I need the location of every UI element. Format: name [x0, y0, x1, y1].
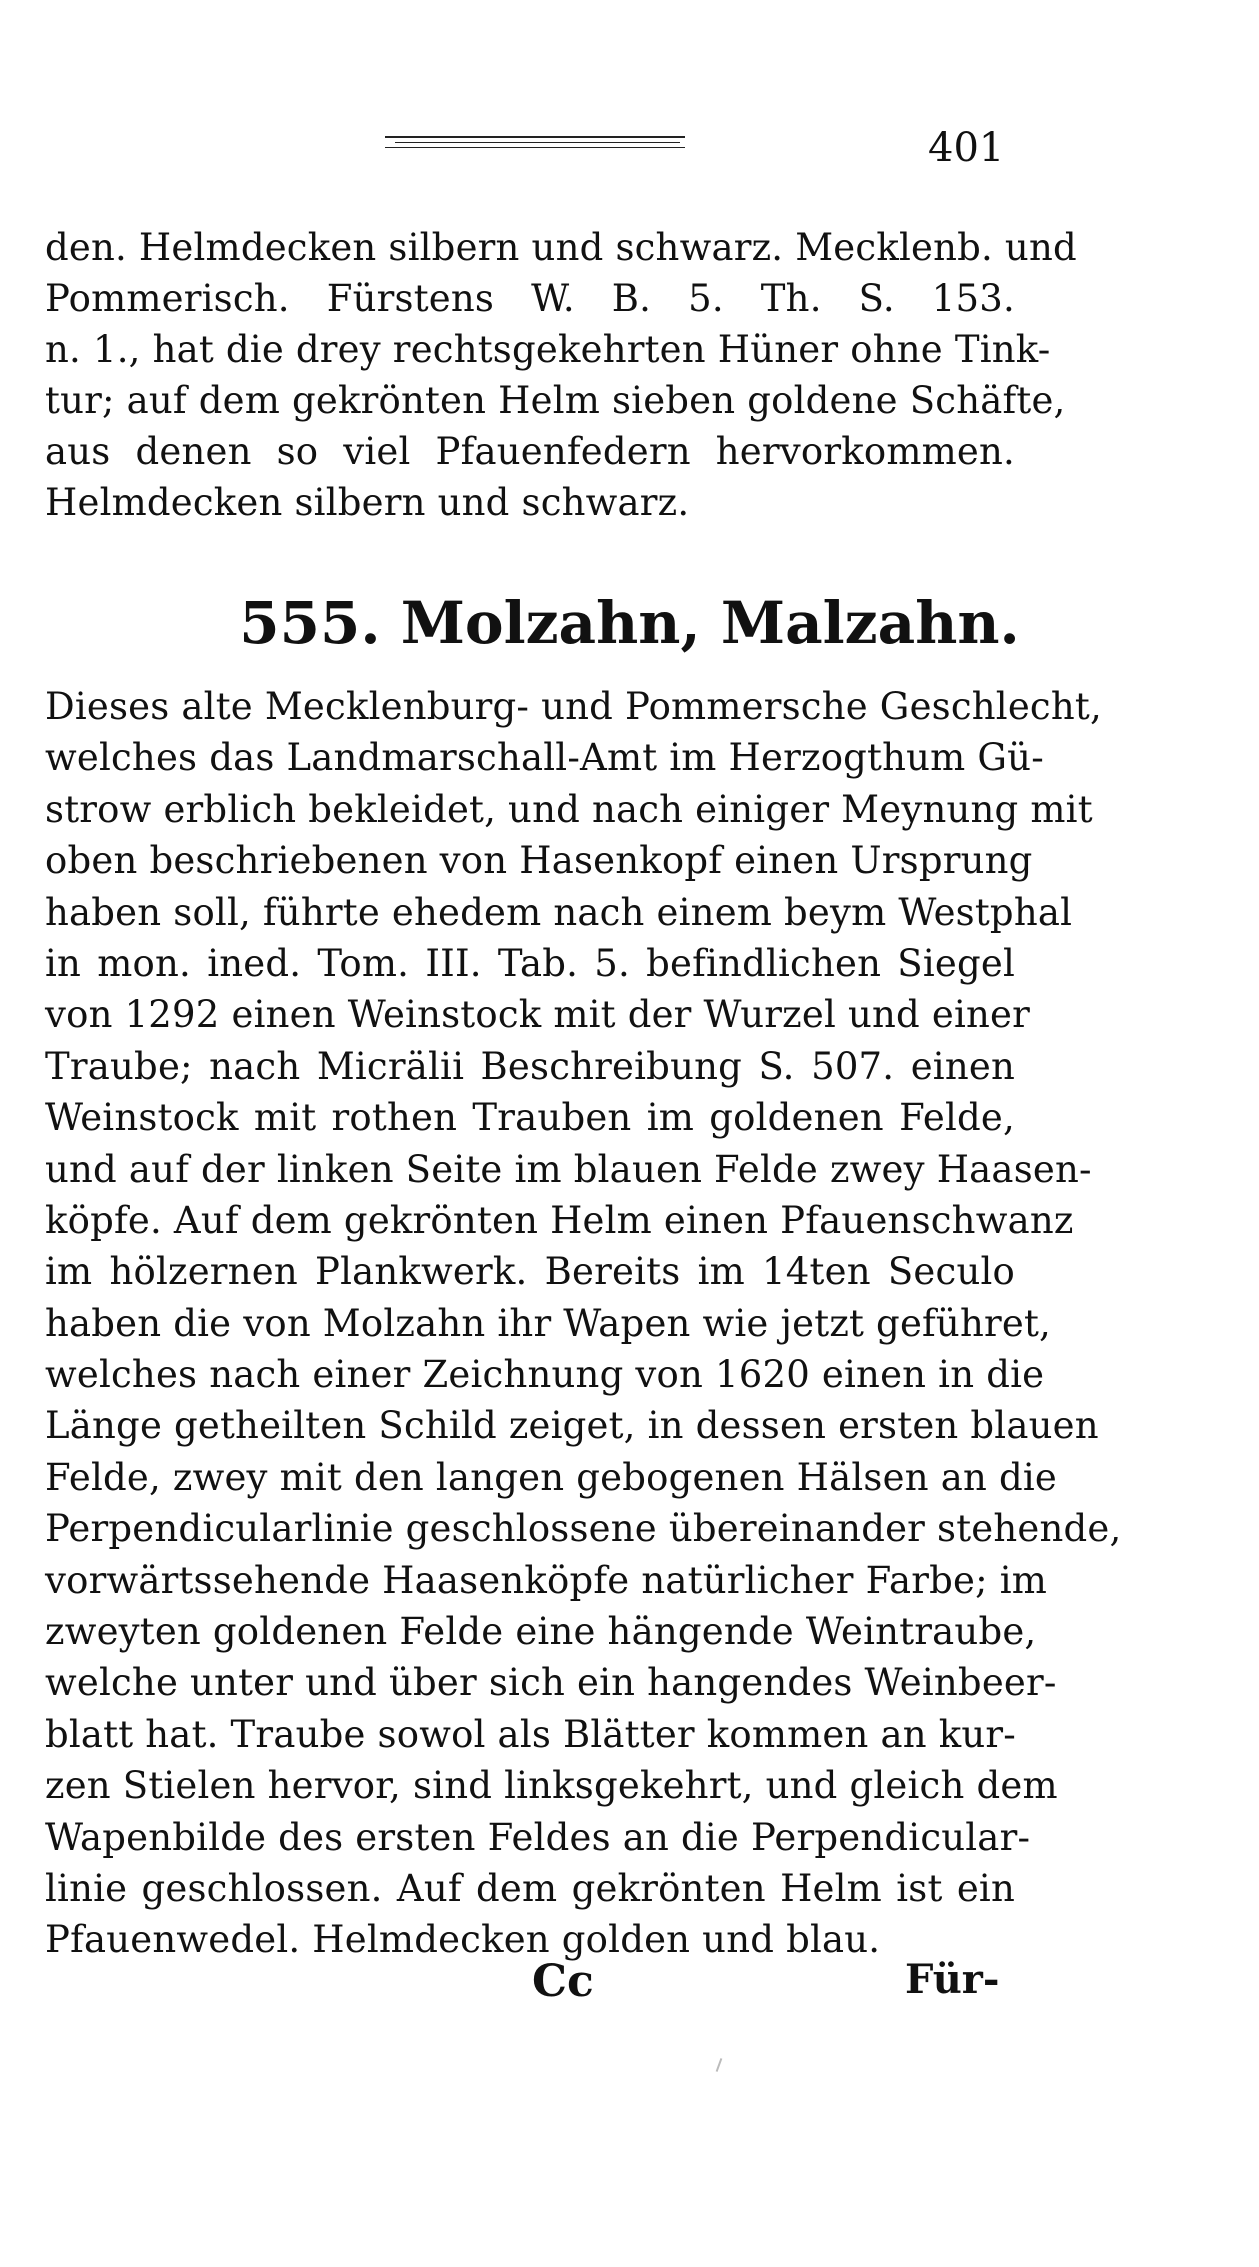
text-line: Pommerisch. Fürstens W. B. 5. Th. S. 153. — [45, 277, 1015, 320]
text-line: linie geschlossen. Auf dem gekrönten Helm ist ein — [45, 1866, 1015, 1910]
text-line: Felde, zwey mit den langen gebogenen Hälsen an die — [45, 1455, 1057, 1499]
text-line: zweyten goldenen Felde eine hängende Weintraube, — [45, 1610, 1037, 1654]
entry-heading: 555. Molzahn, Malzahn. — [239, 589, 1020, 657]
text-line: Helmdecken silbern und schwarz. — [45, 481, 690, 524]
text-line: welches nach einer Zeichnung von 1620 einen in die — [45, 1353, 1045, 1397]
text-line: tur; auf dem gekrönten Helm sieben goldene Schäfte, — [45, 379, 1066, 422]
text-line: Wapenbilde des ersten Feldes an die Perpendicular- — [45, 1815, 1031, 1859]
signature-mark: Cc — [532, 1956, 594, 2007]
text-line: n. 1., hat die drey rechtsgekehrten Hüner ohne Tink- — [45, 328, 1051, 371]
text-line: köpfe. Auf dem gekrönten Helm einen Pfauenschwanz — [45, 1198, 1074, 1242]
text-line: welches das Landmarschall-Amt im Herzogthum Gü- — [45, 736, 1044, 780]
text-line: Pfauenwedel. Helmdecken golden und blau. — [45, 1918, 881, 1962]
text-line: haben soll, führte ehedem nach einem beym Westphal — [45, 890, 1073, 934]
text-line: und auf der linken Seite im blauen Felde zwey Haasen- — [45, 1147, 1092, 1191]
text-line: Dieses alte Mecklenburg- und Pommersche Geschlecht, — [45, 685, 1102, 728]
catchword: Für- — [905, 1956, 1000, 2003]
paper-speck — [716, 2058, 723, 2072]
text-line: im hölzernen Plankwerk. Bereits im 14ten Seculo — [45, 1250, 1015, 1294]
text-line: den. Helmdecken silbern und schwarz. Mecklenb. und — [45, 226, 1077, 269]
text-line: vorwärtssehende Haasenköpfe natürlicher Farbe; im — [45, 1558, 1048, 1602]
text-line: oben beschriebenen von Hasenkopf einen Ursprung — [45, 839, 1033, 883]
entry-paragraph — [45, 681, 1122, 1966]
text-line: von 1292 einen Weinstock mit der Wurzel und einer — [45, 993, 1031, 1037]
text-line: Länge getheilten Schild zeiget, in dessen ersten blauen — [45, 1404, 1099, 1448]
text-line: haben die von Molzahn ihr Wapen wie jetzt geführet, — [45, 1301, 1052, 1345]
text-line: Weinstock mit rothen Trauben im goldenen Felde, — [45, 1096, 1015, 1140]
text-line: zen Stielen hervor, sind linksgekehrt, und gleich dem — [45, 1764, 1058, 1808]
text-line: Traube; nach Micrälii Beschreibung S. 507. einen — [45, 1044, 1015, 1088]
page-number: 401 — [928, 125, 1005, 171]
header-rule — [385, 136, 685, 150]
text-line: in mon. ined. Tom. III. Tab. 5. befindlichen Siegel — [45, 941, 1015, 985]
text-line: welche unter und über sich ein hangendes Weinbeer- — [45, 1661, 1057, 1705]
text-line: Perpendicularlinie geschlossene übereinander stehende, — [45, 1507, 1122, 1551]
text-line: blatt hat. Traube sowol als Blätter kommen an kur- — [45, 1712, 1017, 1756]
top-paragraph — [45, 222, 1077, 528]
text-line: aus denen so viel Pfauenfedern hervorkommen. — [45, 430, 1015, 473]
text-line: strow erblich bekleidet, und nach einiger Meynung mit — [45, 787, 1093, 831]
